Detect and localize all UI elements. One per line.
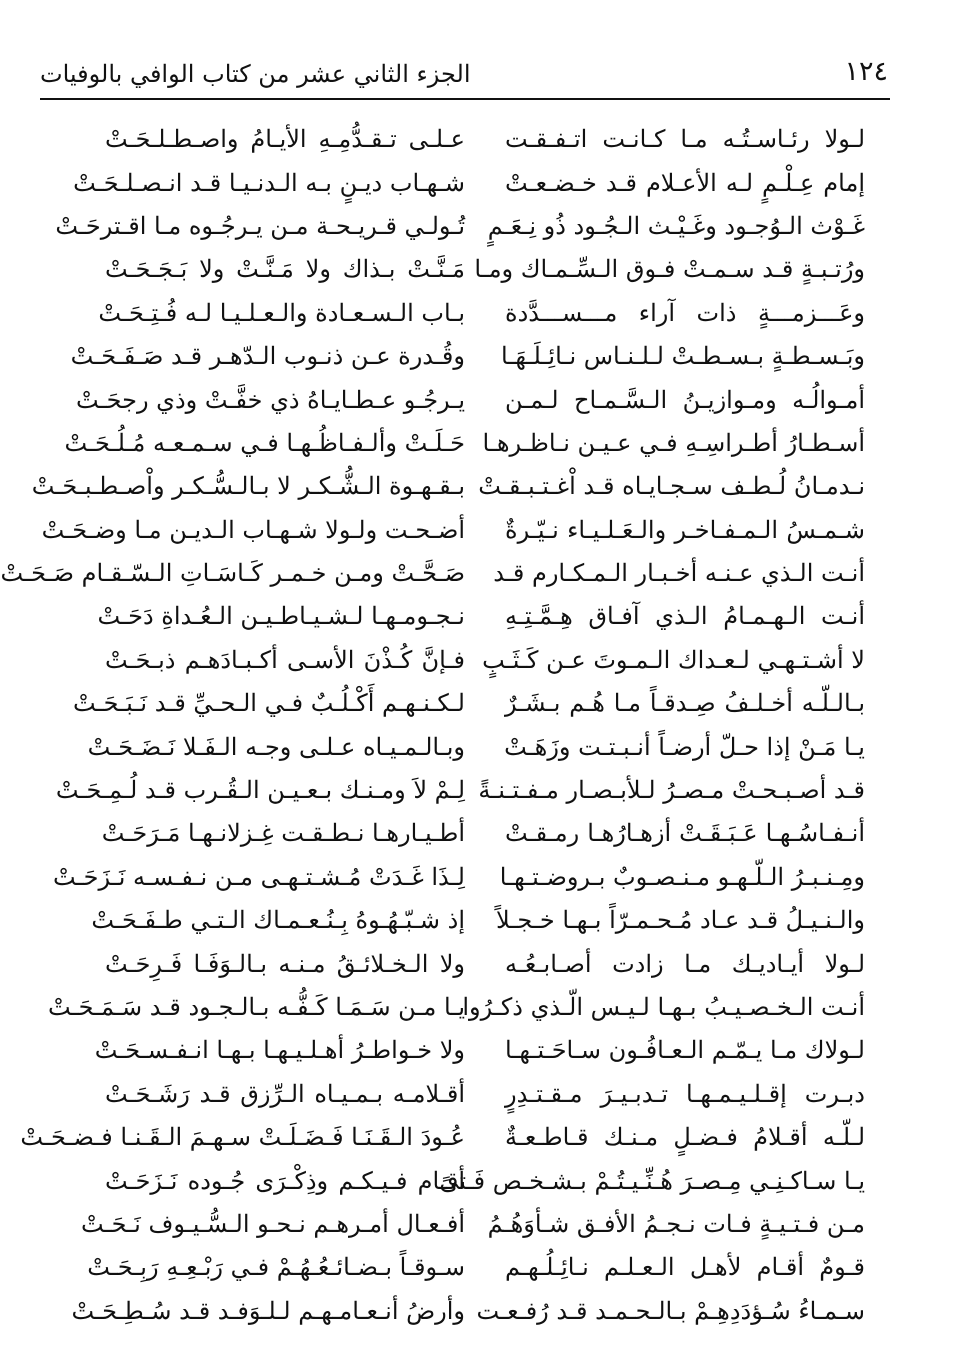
- verse-second-hemistich: فـإنَّ كُـذْنَ الأسـى أكـبـادَهـم ذبـحَـتْ: [105, 645, 465, 674]
- verse-second-hemistich: إذ شـبّـهُـوهُ بِـنُـعـمـاك الـتـي طـفَـحَـتْ: [91, 906, 465, 935]
- verse-second-hemistich: أضـحـت ولـولا شـهـاب الـديـن مـا وضـحَـتْ: [41, 515, 465, 544]
- verse-first-hemistich: وبَـسـطـةٍ بـسـطـتْ لـلـنـاس نـائِـلَـهَـا: [501, 342, 865, 371]
- verse-row: [101, 812, 865, 855]
- verse-first-hemistich: مـن فـتـيـةٍ فـات نـجـمُ الأفـق شـأوَهُـمُ: [487, 1209, 865, 1238]
- verse-row: [105, 1073, 865, 1116]
- verse-second-hemistich: تُـولـي قـريـحـة مـن يـرجُـوه مـا اقـترحَـتْ: [55, 211, 465, 240]
- verse-first-hemistich: يـا سـاكـنِـي مِـصـرَ هُـنِّـيـتُـمْ بـشـخـص فَـتىً: [439, 1166, 865, 1195]
- verse-row: [97, 595, 865, 638]
- verse-first-hemistich: أنـفـاسُـهـا عَـبَـقَـتْ أزهـارُهـا رمـقـتْ: [505, 819, 865, 848]
- verse-second-hemistich: سـوقـاً بـضـائـعُـهُـمْ فـي رَبْـعِـهِ رَبِـحَـتْ: [87, 1253, 465, 1282]
- verse-second-hemistich: أقـلامـه بـمـيـاه الـرِّزق قـد رَشَـحَـتْ: [105, 1079, 465, 1108]
- verse-first-hemistich: أسـطـارُ أطـراسِـهِ فـي عـيـن نـاظـرهـا: [482, 428, 865, 457]
- header-rule: [40, 98, 890, 100]
- verse-first-hemistich: يـا مَـنْ إذا حـلّ أرضـاً أنـبـتـت وزَهَـتْ: [504, 732, 865, 761]
- verse-second-hemistich: أطـيـارهـا نـطـقـت غِـزلانـهـا مَـرَحَـتْ: [101, 819, 465, 848]
- verse-second-hemistich: لِـمْ لاَ ومـنـك بـعـيـن الـقُـرب قـد لُـمِـحَـتْ: [55, 776, 465, 805]
- verse-second-hemistich: ولا خـواطـرُ أهـلـيـهـا بـهـا انـفـسـحَـتْ: [94, 1036, 465, 1065]
- verse-row: [55, 769, 865, 812]
- running-title: الجزء الثاني عشر من كتاب الوافي بالوفيات: [40, 60, 471, 88]
- verse-second-hemistich: نـجـومـهـا لـشـيـاطـيـن الـعُـداةِ دَحَـتْ: [97, 602, 465, 631]
- verse-first-hemistich: دبـرت إقـلـيـمـهـا تـدبـيـرَ مـقـتـدِرٍ: [505, 1079, 865, 1108]
- verse-row: [72, 682, 865, 725]
- verse-second-hemistich: وبـالـمـيـاه عـلـى وجـه الـفَـلا نَـضَـحَـتْ: [87, 732, 465, 761]
- verse-second-hemistich: مَـنَّـتْ بـذاك ولا مَـنَّـتْ ولا بَـجَـحَـتْ: [105, 255, 465, 284]
- verse-row: [105, 118, 865, 161]
- verse-row: [0, 552, 865, 595]
- verse-row: [81, 1203, 865, 1246]
- poem-body: [0, 118, 865, 1333]
- verse-row: [70, 335, 865, 378]
- verse-second-hemistich: صَـحَّـتْ ومـن خـمـر كَـاسَـاتِ الـسّـقـام صَـحَـتْ: [0, 559, 465, 588]
- verse-second-hemistich: شـهـاب ديـنٍ بـه الـدنـيـا قـد انـصـلـحَـتْ: [73, 168, 465, 197]
- verse-first-hemistich: نـدمـانُ لُـطـف سـجـايـاه قـد اْغـتـبـقـتْ: [478, 472, 865, 501]
- verse-first-hemistich: وعَـــزمـــةٍ ذات آراء مـــســـدَّدة: [505, 298, 865, 327]
- verse-second-hemistich: لـكـنـهـم أَكْـلُـبٌ فـي الـحـيِّ قـد نَـبَـحَـتْ: [72, 689, 465, 718]
- verse-second-hemistich: وأرضُ أنـعـامـهـم لـلـوَفـد قـد سُـطِـحَـتْ: [71, 1296, 465, 1325]
- verse-first-hemistich: قـومٌ أقـام لأهـل الـعـلـم نـائِـلُـهـم: [505, 1253, 865, 1282]
- verse-first-hemistich: أنـت الـذي عـنـه أخـبـار الـمـكـارم قـد: [493, 559, 865, 588]
- verse-first-hemistich: شـمـسُ الـمـفـاخـر والـعَـلـيـاء نـيّـرةٌ: [505, 515, 865, 544]
- verse-first-hemistich: لـولا أيـاديـك مـا زادت أصـابـعُـه: [505, 949, 865, 978]
- verse-first-hemistich: لا أشـتـهـي لـعـداك الـمـوتَ عـن كَـثَـبٍ: [482, 645, 865, 674]
- verse-second-hemistich: لِـذَا غَـدَتْ مُـشـتـهـى مـن نـفـسـه نَـزَحَـتْ: [53, 862, 465, 891]
- verse-first-hemistich: غَـوْث الـوُجـود وغَـيْـث الـجُـود ذُو نِـعَـمٍ: [487, 211, 865, 240]
- verse-first-hemistich: أمـوالُـه ومـوازيـنُ الـسَّـمـاح لـمـن: [505, 385, 865, 414]
- verse-row: [73, 161, 865, 204]
- verse-row: [91, 899, 865, 942]
- verse-row: [105, 248, 865, 291]
- verse-second-hemistich: ولا الـخـلائـقُ مـنـه بـالـوَفَـا فَـرِحَـتْ: [105, 949, 465, 978]
- verse-second-hemistich: يـرجُـو عـطـايـاهُ ذي خفَّـتْ وذي رجحَـتْ: [76, 385, 465, 414]
- verse-row: [31, 465, 865, 508]
- verse-first-hemistich: ورُتـبـةٍ قـد سـمـتْ فـوق الـسِّـمـاك ومـا: [474, 255, 865, 284]
- verse-row: [105, 1159, 865, 1202]
- running-header: [40, 48, 890, 98]
- verse-first-hemistich: أنـت الـخـصـيـبُ بـهـا لـيـس الّـذي ذكـرُوا: [462, 993, 865, 1021]
- verse-first-hemistich: قـد أصـبـحـتْ مـصـرُ لـلأبـصـار مـفـتـنـةً: [478, 776, 865, 805]
- verse-row: [20, 1116, 865, 1159]
- verse-second-hemistich: وقُـدرة عـن ذنـوب الـدّهـر قـد صَـفَـحَـتْ: [70, 342, 465, 371]
- verse-second-hemistich: يـا مـن سَـمَـا كَـفُّـه بـالـجـود قـد سَـمَـحَـتْ: [47, 993, 465, 1021]
- verse-row: [55, 205, 865, 248]
- verse-first-hemistich: سـمـاءُ سُـؤدَدِهِـمْ بـالـحـمـد قـد رُفـعـت: [476, 1296, 865, 1325]
- verse-second-hemistich: بـقـهـوة الـشُّـكـر لا بـالـسُّـكـر واْصـطـبـحَـتْ: [31, 472, 465, 501]
- verse-row: [87, 1246, 865, 1289]
- verse-row: [87, 725, 865, 768]
- verse-row: [71, 1290, 865, 1333]
- verse-row: [47, 986, 865, 1029]
- verse-first-hemistich: بـالـلّـه أخـلـفُ صِـدقـاً مـا هُـم بـشَـرٌ: [505, 689, 865, 718]
- verse-row: [41, 509, 865, 552]
- verse-row: [53, 856, 865, 899]
- verse-second-hemistich: أفـعـال أمـرهـم نـحـو الـسُّـيـوف نَـحَـتْ: [81, 1209, 465, 1238]
- verse-second-hemistich: أقـام فـيـكـم وذِكْـرَى جُـوده نَـزَحَـتْ: [105, 1166, 465, 1195]
- verse-second-hemistich: بـاب الـسـعـادة والـعـلـيـا لـه فُـتِـحَـتْ: [98, 298, 465, 327]
- verse-row: [94, 1029, 865, 1072]
- page-number: ١٢٤: [844, 56, 888, 87]
- verse-row: [98, 292, 865, 335]
- verse-first-hemistich: لـولاك مـا يـمّـم الـعـافُـون سـاحَـتـهـا: [505, 1036, 865, 1065]
- verse-first-hemistich: أنـت الـهـمـامُ الـذي آفـاق هِـمَّـتِـهِ: [505, 602, 865, 631]
- verse-first-hemistich: لـلّـه أقـلامُ فـضـلٍ مـنـك قـاطـعـةٌ: [505, 1123, 865, 1152]
- verse-first-hemistich: والـنـيـلُ قـد عـاد مُـحـمـرّاً بـهـا خـجـلاً: [496, 906, 865, 935]
- verse-first-hemistich: إمام عِـلْـمٍ لـه الأعـلام قـد خـضـعـتْ: [505, 168, 865, 197]
- verse-first-hemistich: لـولا رئـاسـتُـه مـا كـانـت اتـفـقـت: [505, 125, 865, 154]
- verse-second-hemistich: حَـلَـتْ وألـفـاظُـهـا فـي سـمـعـه مُـلُـحَـتْ: [64, 428, 465, 457]
- verse-second-hemistich: عُـودَ الـقَـنَـا فَـضَـلَـتْ سـهـمَ الـقَـنـا فـضـحَـتْ: [20, 1123, 465, 1152]
- verse-row: [105, 639, 865, 682]
- verse-second-hemistich: عـلـى تـقـدُّمِـهِ الأيـامُ واصـطـلـحَـتْ: [105, 125, 465, 154]
- verse-row: [105, 942, 865, 985]
- verse-row: [64, 422, 865, 465]
- verse-first-hemistich: ومِـنـبـرُ الـلّـهـو مـنـصـوبٌ بـروضـتـهـا: [499, 862, 865, 891]
- verse-row: [76, 378, 865, 421]
